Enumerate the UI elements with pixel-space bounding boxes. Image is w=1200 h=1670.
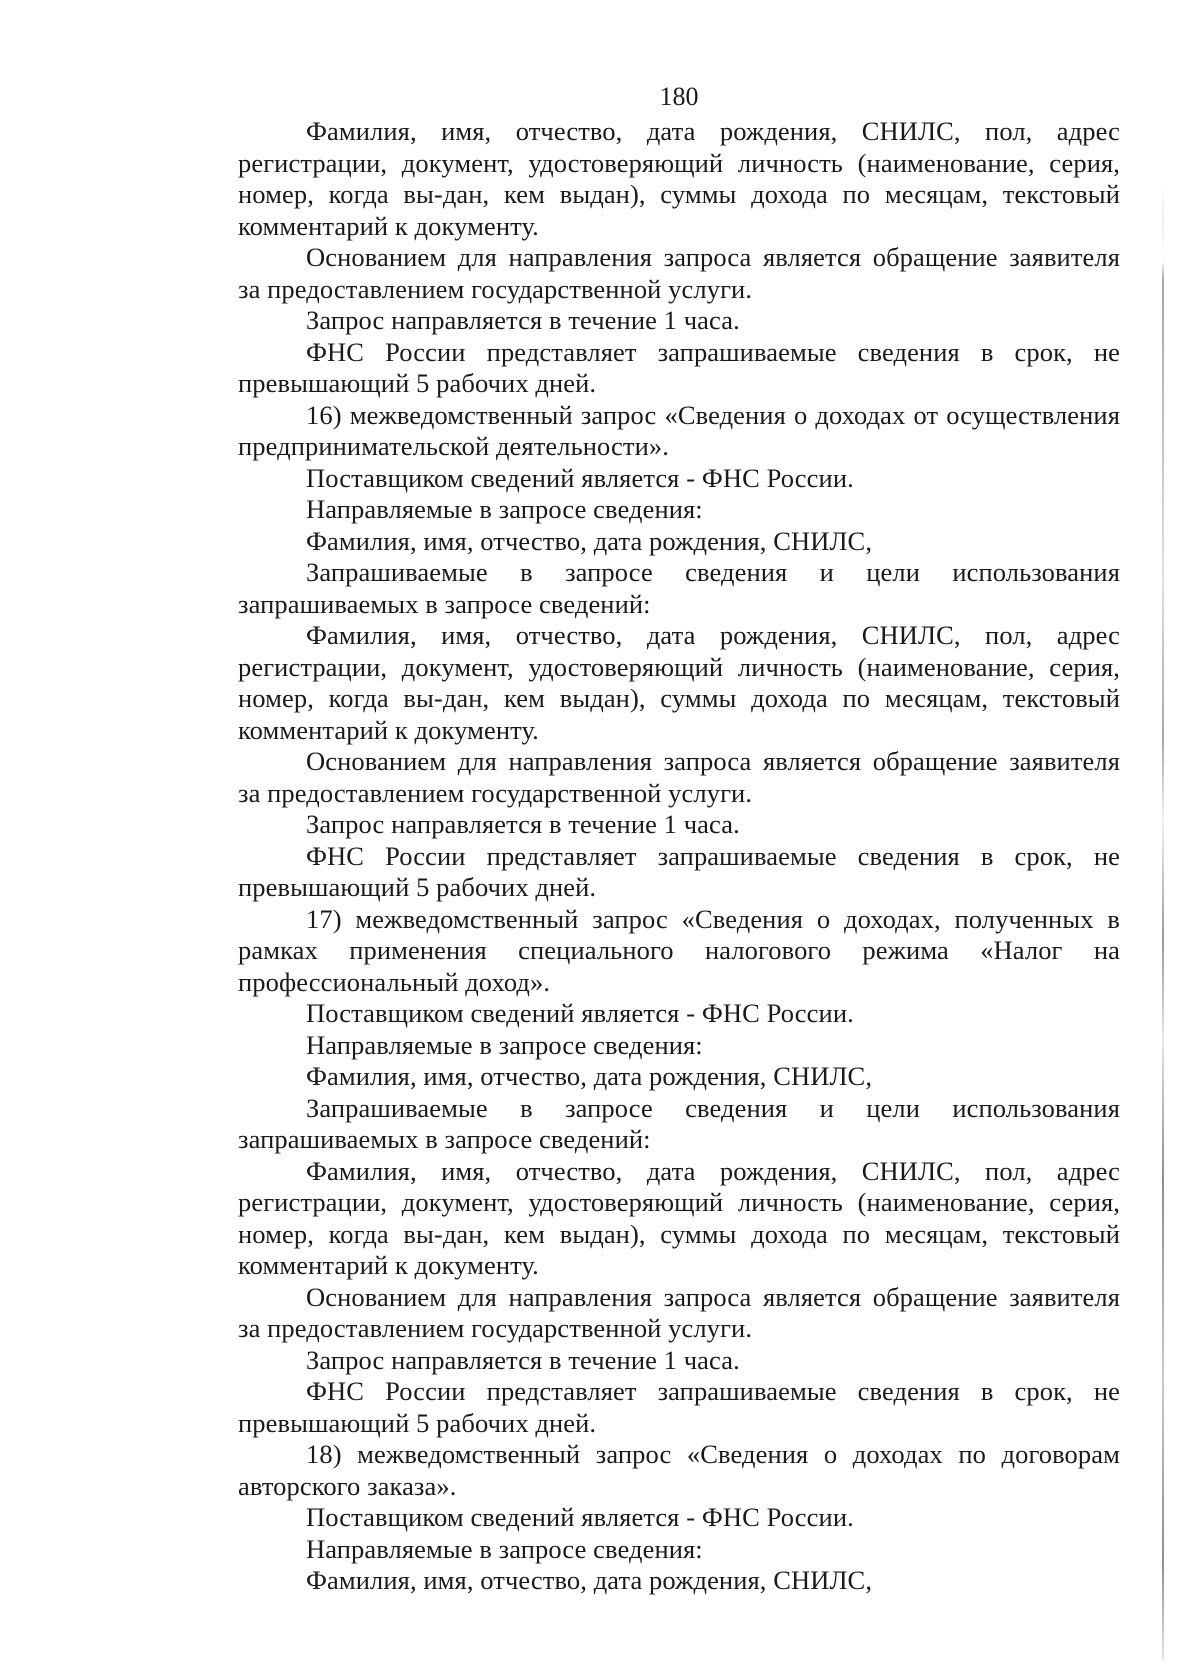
paragraph-26: Фамилия, имя, отчество, дата рождения, СНИЛС, [306,1565,873,1595]
paragraph-23: 18) межведомственный запрос «Сведения о доходах по договорам авторского заказа». [238,1439,1120,1501]
page-number: 180 [659,82,699,111]
paragraph-12: Запрос направляется в течение 1 часа. [306,809,740,839]
paragraph-15: Поставщиком сведений является - ФНС России. [306,998,854,1028]
paragraph-2: Основанием для направления запроса является обращение заявителя за предоставлением государственной услуги. [238,242,1120,304]
paragraph-25: Направляемые в запросе сведения: [306,1533,703,1564]
paragraph-13: ФНС России представляет запрашиваемые сведения в срок, не превышающий 5 рабочих дней. [238,840,1120,902]
paragraph-8: Фамилия, имя, отчество, дата рождения, СНИЛС, [306,525,873,556]
paragraph-22: ФНС России представляет запрашиваемые сведения в срок, не превышающий 5 рабочих дней. [238,1376,1120,1438]
scan-edge-shadow [1162,180,1164,1660]
paragraph-1: Фамилия, имя, отчество, дата рождения, СНИЛС, пол, адрес регистрации, документ, удостоверяющий личность (наименование, серия, номер, когда вы-дан, кем выдан), суммы дохода по месяцам, текстовый комментарий к документу. [238,116,1120,241]
paragraph-20: Основанием для направления запроса является обращение заявителя за предоставлением государственной услуги. [238,1281,1120,1343]
paragraph-6: Поставщиком сведений является - ФНС России. [306,462,854,493]
paragraph-24: Поставщиком сведений является - ФНС России. [306,1502,854,1532]
paragraph-11: Основанием для направления запроса является обращение заявителя за предоставлением государственной услуги. [238,746,1120,808]
paragraph-17: Фамилия, имя, отчество, дата рождения, СНИЛС, [306,1061,873,1091]
paragraph-3: Запрос направляется в течение 1 часа. [306,305,740,335]
paragraph-10: Фамилия, имя, отчество, дата рождения, СНИЛС, пол, адрес регистрации, документ, удостоверяющий личность (наименование, серия, номер, когда вы-дан, кем выдан), суммы дохода по месяцам, текстовый комментарий к документу. [238,620,1120,745]
paragraph-16: Направляемые в запросе сведения: [306,1029,703,1060]
paragraph-14: 17) межведомственный запрос «Сведения о доходах, полученных в рамках применения специального налогового режима «Налог на профессиональный доход». [238,903,1120,997]
document-page [238,82,1120,1597]
paragraph-4: ФНС России представляет запрашиваемые сведения в срок, не превышающий 5 рабочих дней. [238,336,1120,398]
paragraph-18: Запрашиваемые в запросе сведения и цели использования запрашиваемых в запросе сведений: [238,1092,1120,1154]
paragraph-7: Направляемые в запросе сведения: [306,494,703,524]
paragraph-9: Запрашиваемые в запросе сведения и цели использования запрашиваемых в запросе сведений: [238,557,1120,619]
paragraph-19: Фамилия, имя, отчество, дата рождения, СНИЛС, пол, адрес регистрации, документ, удостоверяющий личность (наименование, серия, номер, когда вы-дан, кем выдан), суммы дохода по месяцам, текстовый комментарий к документу. [238,1155,1120,1280]
paragraph-21: Запрос направляется в течение 1 часа. [306,1344,740,1375]
paragraph-5: 16) межведомственный запрос «Сведения о доходах от осуществления предпринимательской деятельности». [238,399,1120,461]
